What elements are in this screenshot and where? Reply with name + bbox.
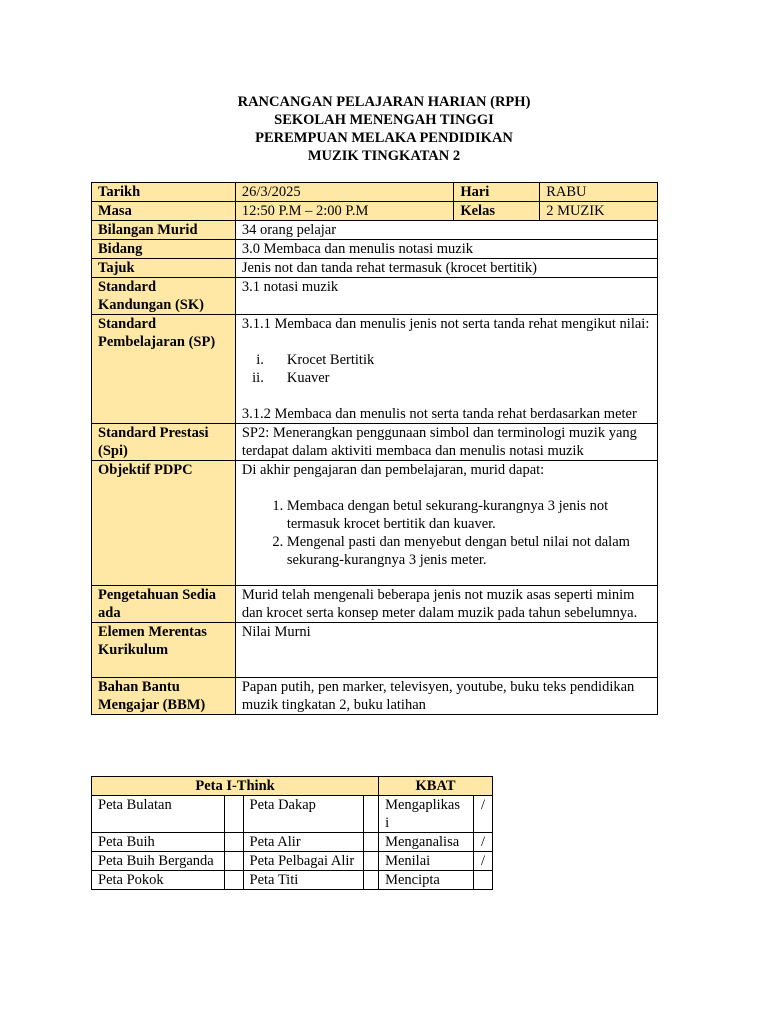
peta-check[interactable] xyxy=(364,871,379,890)
peta-check[interactable] xyxy=(364,852,379,871)
pengetahuan-label: Pengetahuan Sedia ada xyxy=(92,586,236,623)
bbm-value: Papan putih, pen marker, televisyen, youtube, buku teks pendidikan muzik tingkatan 2, buku latihan xyxy=(235,678,657,715)
title-line-2: SEKOLAH MENENGAH TINGGI xyxy=(274,112,494,128)
kbat-check[interactable]: / xyxy=(474,852,493,871)
peta-check[interactable] xyxy=(224,852,243,871)
row-tajuk xyxy=(92,259,658,278)
sp-text-2: 3.1.2 Membaca dan menulis not serta tanda rehat berdasarkan meter xyxy=(241,406,637,422)
list-item: ii. Kuaver xyxy=(252,370,330,386)
peta-check[interactable] xyxy=(364,833,379,852)
row-sk xyxy=(92,278,658,315)
table-row xyxy=(92,852,493,871)
peta-name: Peta Buih Berganda xyxy=(92,852,225,871)
bbm-label: Bahan Bantu Mengajar (BBM) xyxy=(92,678,236,715)
elemen-label: Elemen Merentas Kurikulum xyxy=(92,623,236,678)
spi-value: SP2: Menerangkan penggunaan simbol dan terminologi muzik yang terdapat dalam aktiviti membaca dan menulis notasi muzik xyxy=(235,424,657,461)
peta-name: Peta Alir xyxy=(243,833,364,852)
kbat-check[interactable]: / xyxy=(474,833,493,852)
row-pengetahuan xyxy=(92,586,658,623)
peta-kbat-table xyxy=(91,776,493,890)
tarikh-value: 26/3/2025 xyxy=(235,183,453,202)
bidang-label: Bidang xyxy=(92,240,236,259)
kbat-name: Menganalisa xyxy=(379,833,474,852)
lesson-plan-table xyxy=(91,182,658,715)
kbat-name: Mencipta xyxy=(379,871,474,890)
pengetahuan-value: Murid telah mengenali beberapa jenis not muzik asas seperti minim dan krocet serta konsep meter dalam muzik pada tahun sebelumnya. xyxy=(235,586,657,623)
row-tarikh xyxy=(92,183,658,202)
peta-check[interactable] xyxy=(224,871,243,890)
list-item: 2. Mengenal pasti dan menyebut dengan betul nilai not dalam sekurang-kurangnya 3 jenis meter. xyxy=(287,533,651,569)
peta-name: Peta Buih xyxy=(92,833,225,852)
row-objektif xyxy=(92,461,658,586)
hari-value: RABU xyxy=(540,183,658,202)
sp-text-1: 3.1.1 Membaca dan menulis jenis not serta tanda rehat mengikut nilai: xyxy=(241,316,650,332)
sk-value: 3.1 notasi muzik xyxy=(235,278,657,315)
peta-check[interactable] xyxy=(224,833,243,852)
row-bidang xyxy=(92,240,658,259)
sp-list xyxy=(242,351,651,387)
row-bbm xyxy=(92,678,658,715)
row-elemen xyxy=(92,623,658,678)
title-line-3: PEREMPUAN MELAKA PENDIDIKAN xyxy=(255,130,513,146)
kelas-value: 2 MUZIK xyxy=(540,202,658,221)
bidang-value: 3.0 Membaca dan menulis notasi muzik xyxy=(235,240,657,259)
sp-label: Standard Pembelajaran (SP) xyxy=(92,315,236,424)
peta-check[interactable] xyxy=(364,796,379,833)
peta-name: Peta Bulatan xyxy=(92,796,225,833)
document-title xyxy=(0,93,768,165)
sk-label: Standard Kandungan (SK) xyxy=(92,278,236,315)
table-row xyxy=(92,833,493,852)
objektif-value xyxy=(235,461,657,586)
elemen-value: Nilai Murni xyxy=(235,623,657,678)
row-sp xyxy=(92,315,658,424)
list-item: 1. Membaca dengan betul sekurang-kurangnya 3 jenis not termasuk krocet bertitik dan kuaver. xyxy=(287,497,651,533)
masa-value: 12:50 P.M – 2:00 P.M xyxy=(235,202,453,221)
sp-value xyxy=(235,315,657,424)
objektif-list xyxy=(242,497,651,569)
bilangan-value: 34 orang pelajar xyxy=(235,221,657,240)
row-bilangan xyxy=(92,221,658,240)
list-item: i. Krocet Bertitik xyxy=(256,352,375,368)
kbat-check[interactable] xyxy=(474,871,493,890)
peta-ithink-header: Peta I-Think xyxy=(92,777,379,796)
table-row xyxy=(92,796,493,833)
peta-name: Peta Pelbagai Alir xyxy=(243,852,364,871)
objektif-label: Objektif PDPC xyxy=(92,461,236,586)
kbat-name: Menilai xyxy=(379,852,474,871)
kbat-name: Mengaplikas i xyxy=(379,796,474,833)
peta-check[interactable] xyxy=(224,796,243,833)
table-row xyxy=(92,871,493,890)
peta-header-row xyxy=(92,777,493,796)
kelas-label: Kelas xyxy=(454,202,540,221)
hari-label: Hari xyxy=(454,183,540,202)
spi-label: Standard Prestasi (Spi) xyxy=(92,424,236,461)
masa-label: Masa xyxy=(92,202,236,221)
kbat-check[interactable]: / xyxy=(474,796,493,833)
peta-name: Peta Dakap xyxy=(243,796,364,833)
kbat-header: KBAT xyxy=(379,777,493,796)
peta-name: Peta Pokok xyxy=(92,871,225,890)
title-line-4: MUZIK TINGKATAN 2 xyxy=(307,148,461,164)
objektif-intro: Di akhir pengajaran dan pembelajaran, murid dapat: xyxy=(241,462,545,478)
peta-name: Peta Titi xyxy=(243,871,364,890)
row-spi xyxy=(92,424,658,461)
tajuk-label: Tajuk xyxy=(92,259,236,278)
row-masa xyxy=(92,202,658,221)
tarikh-label: Tarikh xyxy=(92,183,236,202)
bilangan-label: Bilangan Murid xyxy=(92,221,236,240)
title-line-1: RANCANGAN PELAJARAN HARIAN (RPH) xyxy=(237,94,531,110)
tajuk-value: Jenis not dan tanda rehat termasuk (krocet bertitik) xyxy=(235,259,657,278)
